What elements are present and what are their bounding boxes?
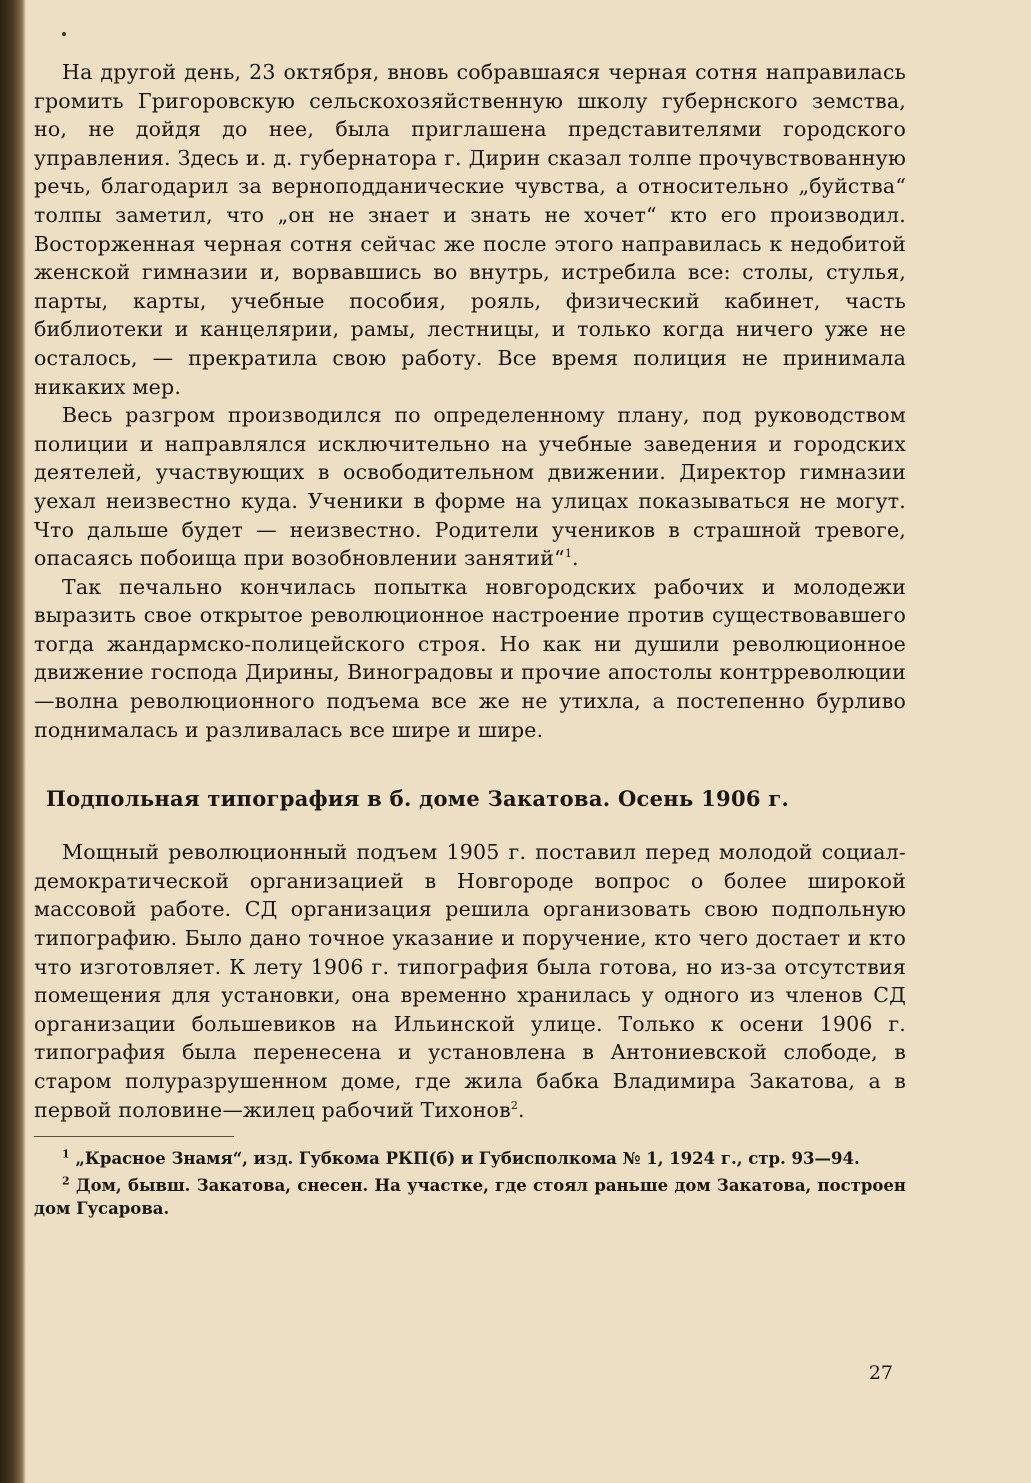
footnote-2-mark: 2 [62,1174,70,1188]
footnote-1-text: „Красное Знамя“, изд. Губкома РКП(б) и Губисполкома № 1, 1924 г., стр. 93—94. [75,1149,860,1169]
footnote-1 [34,1147,906,1170]
paragraph-3 [34,573,906,745]
paper-speck [62,32,66,36]
paragraph-4 [34,838,906,1124]
footnote-divider [34,1136,234,1137]
footnote-ref-1: 1 [564,547,573,561]
section-heading: Подпольная типография в б. доме Закатова. Осень 1906 г. [46,786,790,812]
paragraph-1-text: На другой день, 23 октября, вновь собравшаяся черная сотня направилась громить Григоровскую сельскохозяйственную школу губернского земства, но, не дойдя до нее, была приглашена представителями городского управления. Здесь и. д. губернатора г. Дирин сказал толпе прочувствованную речь, благодарил за верноподданические чувства, а относительно „буйства“ толпы заметил, что „он не знает и знать не хочет“ кто его производил. Восторженная черная сотня сейчас же после этого направилась к недобитой женской гимназии и, ворвавшись во внутрь, истребила все: столы, стулья, парты, карты, учебные пособия, рояль, физический кабинет, часть библиотеки и канцелярии, рамы, лестницы, и только когда ничего уже не осталось, — прекратила свою работу. Все время полиция не принимала никаких мер. [34,60,906,399]
footnote-ref-2: 2 [510,1098,519,1112]
paragraph-1 [34,58,906,401]
page-number: 27 [868,1362,893,1384]
footnote-2-text: Дом, бывш. Закатова, снесен. На участке, где стоял раньше дом Закатова, построен дом Гусарова. [34,1176,906,1219]
paragraph-2-text: Весь разгром производился по определенному плану, под руководством полиции и направлялся исключительно на учебные заведения и городских деятелей, участвующих в освободительном движении. Директор гимназии уехал неизвестно куда. Ученики в форме на улицах показываться не могут. Что дальше будет — неизвестно. Родители учеников в страшной тревоге, опасаясь побоища при возобновлении занятий“ [34,403,906,571]
footnote-1-mark: 1 [62,1147,70,1161]
paragraph-4-text: Мощный революционный подъем 1905 г. поставил перед молодой социал-демократической организацией в Новгороде вопрос о более широкой массовой работе. СД организация решила организовать свою подпольную типографию. Было дано точное указание и поручение, кто чего достает и кто что изготовляет. К лету 1906 г. типография была готова, но из-за отсутствия помещения для установки, она временно хранилась у одного из членов СД организации большевиков на Ильинской улице. Только к осени 1906 г. типография была перенесена и установлена в Антониевской слободе, в старом полуразрушенном доме, где жила бабка Владимира Закатова, а в первой половине—жилец рабочий Тихонов [34,840,906,1122]
paragraph-4-end: . [518,1097,525,1122]
paragraph-2 [34,401,906,573]
book-spine-shadow [0,0,26,1483]
paragraph-2-end: . [572,546,579,571]
page-content [34,58,906,1224]
footnote-2 [34,1174,906,1220]
paragraph-3-text: Так печально кончилась попытка новгородских рабочих и молодежи выразить свое открытое революционное настроение против существовавшего тогда жандармско-полицейского строя. Но как ни душили революционное движение господа Дирины, Виноградовы и прочие апостолы контрреволюции—волна революционного подъема все же не утихла, а постепенно бурливо поднималась и разливалась все шире и шире. [34,574,906,742]
